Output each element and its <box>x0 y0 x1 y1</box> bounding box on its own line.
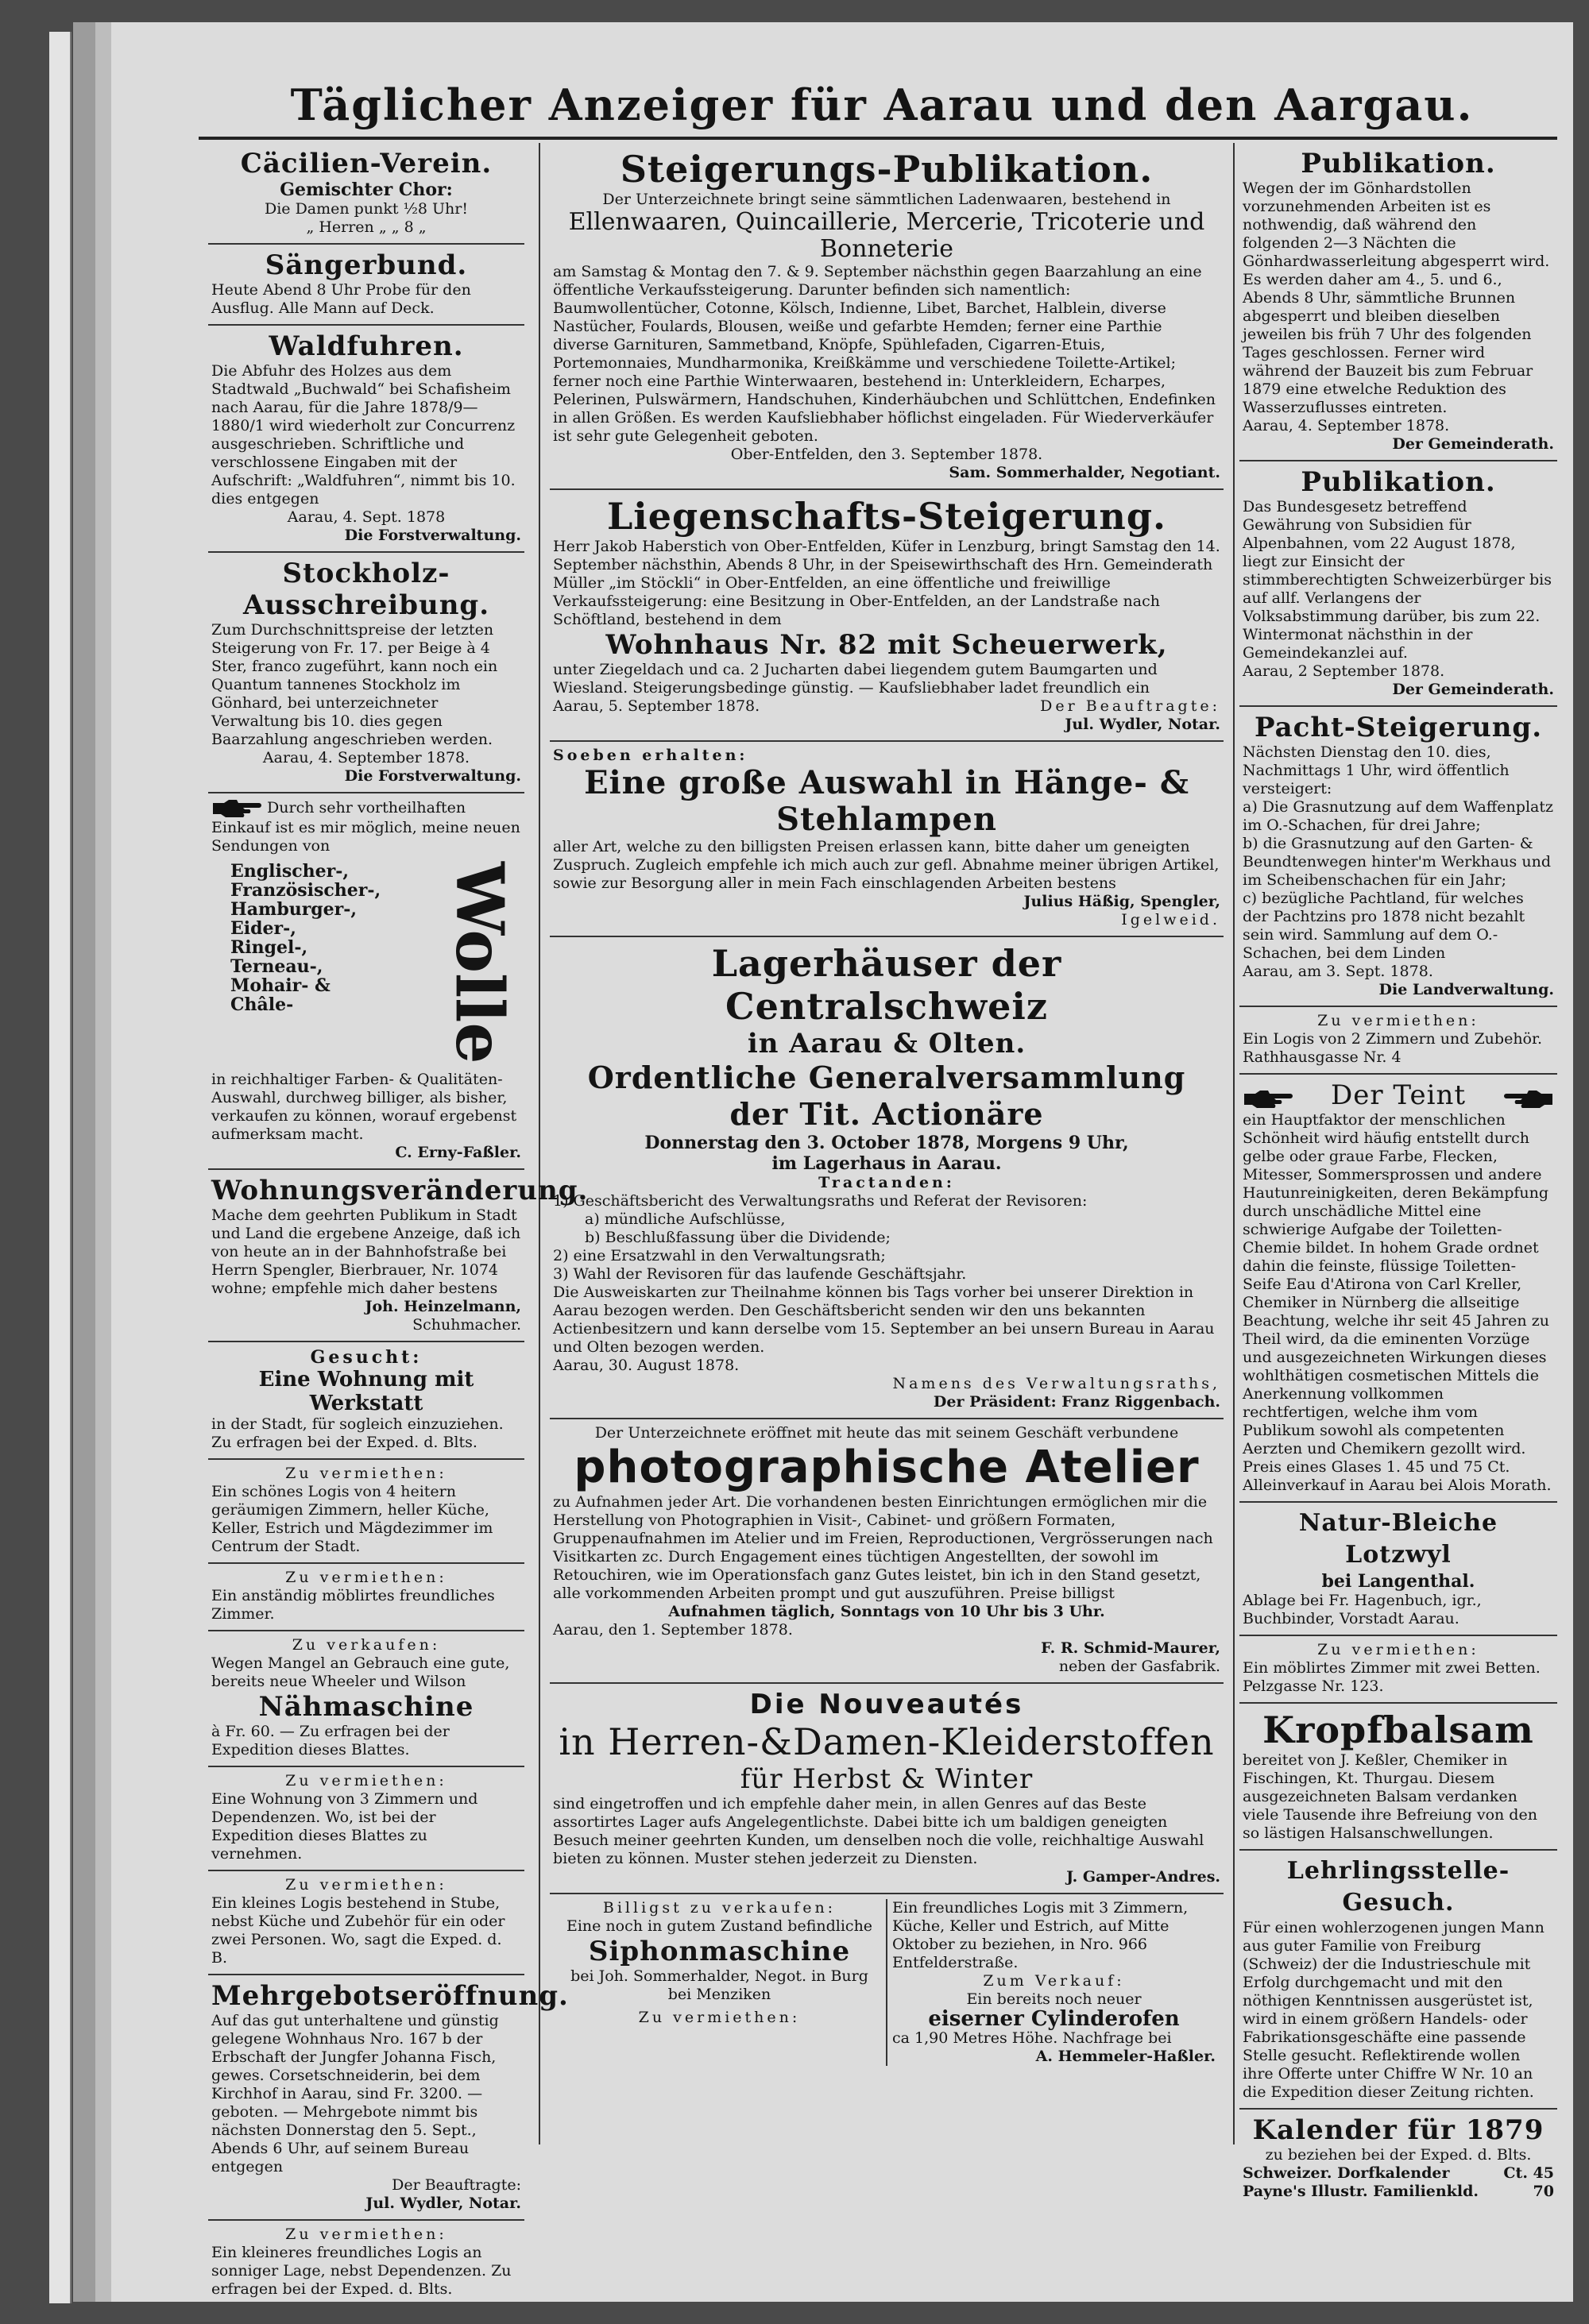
ad-text: Ablage bei Fr. Hagenbuch, igr., Buchbinder, Vorstadt Aarau. <box>1243 1592 1482 1627</box>
column-rule-2 <box>1233 143 1235 2144</box>
ad-text: Eine Wohnung von 3 Zimmern und Dependenzen. Wo, ist bei der Expedition dieses Blattes zu vernehmen. <box>211 1789 478 1863</box>
ad-title: Soeben erhalten: <box>553 747 748 764</box>
ad-date: Aarau, 30. August 1878. <box>553 1357 740 1374</box>
ad-text: bei Joh. Sommerhalder, Negot. in Burg bei Menziken <box>570 1967 868 2003</box>
ad-text: am Samstag & Montag den 7. & 9. September nächsthin gegen Baarzahlung an eine öffentliche Verkaufssteigerung. Darunter befinden sich namentlich: Baumwollentücher, Cotonne, Kölsch, Indienne, Libet, Barchet, Halblein, diverse Nastücher, Foulards, Blousen, weiße und gefarbte Hemden; ferner eine Parthie diverse Garnituren, Sammetband, Knöpfe, Spühlefaden, Cigarren-Etuis, Portemonnaies, Mundharmonika, Kreißkämme und verschiedene Toilette-Artikel; ferner noch eine Parthie Winterwaaren, bestehend in: Unterkleidern, Echarpes, Pelerinen, Pulswärmern, Handschuhen, Kinderhäubchen und Schlüttchen, Endefinken in allen Größen. Es werden Kaufsliebhaber höflichst eingeladen. Für Wiederverkäufer ist sehr gute Gelegenheit geboten. <box>553 263 1216 445</box>
masthead-rule <box>199 137 1557 140</box>
ad-text: unter Ziegeldach und ca. 2 Jucharten dabei liegendem gutem Baumgarten und Wiesland. Steigerungsbedinge günstig. — Kaufsliebhaber ladet freundlich ein <box>553 661 1158 697</box>
wool-item: Eider-, <box>230 918 296 939</box>
ad-signature: Der Präsident: Franz Riggenbach. <box>933 1393 1220 1411</box>
ad-publikation-2 <box>1239 461 1557 707</box>
ad-bleiche <box>1239 1503 1557 1636</box>
ad-title: Zu verkaufen: <box>292 1635 441 1654</box>
ad-text: ca 1,90 Metres Höhe. Nachfrage bei <box>892 2029 1172 2047</box>
ad-title: Pacht-Steigerung. <box>1254 712 1543 743</box>
ad-mehrgebot <box>208 1975 569 2221</box>
ad-list-item: a) Die Grasnutzung auf dem Waffenplatz im O.-Schachen, für drei Jahre; <box>1243 798 1554 834</box>
ad-signature: Die Landverwaltung. <box>1378 981 1554 998</box>
ad-subtitle: für Herbst & Winter <box>740 1763 1034 1795</box>
ad-vermiethen-7 <box>1239 1007 1557 1075</box>
ad-wohnungsveraenderung <box>208 1170 589 1342</box>
ad-text: zu Aufnahmen jeder Art. Die vorhandenen besten Einrichtungen ermöglichen mir die Herstellung von Photographien in Visit-, Cabinet- und größern Formaten, Gruppenaufnahmen im Atelier und im Freien, Reproductionen, Vergrösserungen nach Visitkarten zc. Durch Engagement eines tüchtigen Angestellten, der sowohl im Retouchiren, wie im Operationsfach ganz Gutes leistet, bin ich in den Stand gesetzt, alle vorkommenden Arbeiten prompt und gut auszuführen. Preise billigst <box>553 1493 1213 1602</box>
wool-item: Mohair- & <box>230 975 331 996</box>
ad-text: Ein Logis von 2 Zimmern und Zubehör. Rathhausgasse Nr. 4 <box>1243 1030 1543 1066</box>
ad-list-item: a) mündliche Aufschlüsse, <box>585 1210 786 1228</box>
ad-signature-line: neben der Gasfabrik. <box>1058 1658 1220 1675</box>
ad-text: Die Abfuhr des Holzes aus dem Stadtwald „Buchwald“ bei Schafisheim nach Aarau, für die Jahre 1878/9—1880/1 wird wiederholt zur Concurrenz ausgeschrieben. Schriftliche und verschlossene Eingaben mit der Aufschrift: „Waldfuhren“, nimmt bis 10. dies entgegen <box>211 362 516 508</box>
ad-list-item: 1) Geschäftsbericht des Verwaltungsraths und Referat der Revisoren: <box>553 1192 1088 1210</box>
ad-subtitle: bei Langenthal. <box>1321 1571 1475 1592</box>
pointing-hand-icon <box>1243 1085 1293 1106</box>
ad-title: Natur-Bleiche Lotzwyl <box>1298 1509 1498 1569</box>
ad-gesucht <box>208 1342 524 1460</box>
ad-headline: Ellenwaaren, Quincaillerie, Mercerie, Tricoterie und Bonneterie <box>568 208 1205 263</box>
ad-where: im Lagerhaus in Aarau. <box>771 1153 1002 1174</box>
ad-text: Nächsten Dienstag den 10. dies, Nachmittags 1 Uhr, wird öffentlich versteigert: <box>1243 743 1510 797</box>
ad-signature: Joh. Heinzelmann, <box>365 1297 521 1315</box>
price-row <box>1243 2183 1554 2201</box>
ad-vermiethen-5 <box>208 2221 524 2305</box>
ad-line: „ Herren „ „ 8 „ <box>306 218 427 236</box>
ad-text: in reichhaltiger Farben- & Qualitäten-Auswahl, durchweg billiger, als bisher, verkaufen zu können, worauf ergebenst aufmerksam macht. <box>211 1070 517 1143</box>
ad-title: Der Teint <box>1330 1079 1467 1111</box>
ad-vermiethen-1 <box>208 1460 524 1564</box>
ad-date: Aarau, 5. September 1878. <box>553 697 760 715</box>
ad-subtitle: Gemischter Chor: <box>280 180 453 200</box>
masthead: Täglicher Anzeiger für Aarau und den Aargau. <box>290 79 1474 130</box>
ad-saengerbund <box>208 245 524 326</box>
price-value: Ct. 45 <box>1503 2164 1554 2182</box>
ad-text: Der Unterzeichnete bringt seine sämmtlichen Ladenwaaren, bestehend in <box>602 191 1171 208</box>
ad-list-item: b) die Grasnutzung auf den Garten- & Beundtenwegen hinter'm Werkhaus und im Scheibenschachen für ein Jahr; <box>1243 835 1551 889</box>
ad-subtitle: zu beziehen bei der Exped. d. Blts. <box>1265 2146 1532 2164</box>
ad-lampen <box>550 742 1224 937</box>
wool-item: Französischer-, <box>230 880 381 901</box>
ad-when: Donnerstag den 3. October 1878, Morgens 9 Uhr, <box>644 1133 1129 1153</box>
ad-teint <box>1239 1075 1557 1503</box>
ad-signature: Die Forstverwaltung. <box>344 527 521 544</box>
ad-vermiethen-8 <box>1239 1636 1557 1704</box>
ad-text: sind eingetroffen und ich empfehle daher mein, in allen Genres auf das Beste assortirtes Lager aufs Angelegentlichste. Dabei bitte ich um baldigen geneigten Besuch meiner geehrten Kunden, um denselben noch die volle, reichhaltige Auswahl bieten zu können. Muster stehen jederzeit zu Diensten. <box>553 1795 1204 1867</box>
ad-line: Die Damen punkt ½8 Uhr! <box>264 200 469 218</box>
ad-headline: Eine große Auswahl in Hänge- & Stehlampen <box>584 764 1189 838</box>
wool-word: Wolle <box>441 862 517 1064</box>
ad-list-item: b) Beschlußfassung über die Dividende; <box>585 1229 891 1246</box>
ad-signature: F. R. Schmid-Maurer, <box>1041 1639 1220 1657</box>
wool-item: Englischer-, <box>230 861 350 882</box>
ad-date: Aarau, 2 September 1878. <box>1243 662 1445 680</box>
ad-title: Zu vermiethen: <box>1317 1012 1479 1029</box>
ad-title: Lagerhäuser der Centralschweiz <box>711 942 1062 1028</box>
ad-title: Lehrlingsstelle-Gesuch. <box>1286 1857 1510 1917</box>
ad-title: Die Nouveautés <box>749 1689 1024 1720</box>
ad-hours: Aufnahmen täglich, Sonntags von 10 Uhr bis 3 Uhr. <box>668 1603 1105 1620</box>
ad-text: Herr Jakob Haberstich von Ober-Entfelden, Küfer in Lenzburg, bringt Samstag den 14. September nächsthin, Abends 8 Uhr, in der Speisewirthschaft des Hrn. Gemeinderath Müller „im Stöckli“ in Ober-Entfelden, an eine öffentliche und freiwillige Verkaufssteigerung: eine Besitzung in Ober-Entfelden, an der Landstraße nach Schöftland, bestehend in dem <box>553 538 1220 628</box>
column-left <box>208 143 589 2298</box>
ad-title: Liegenschafts-Steigerung. <box>606 495 1167 538</box>
ad-pacht <box>1239 707 1557 1007</box>
ad-text: in der Stadt, für sogleich einzuziehen. Zu erfragen bei der Exped. d. Blts. <box>211 1415 504 1451</box>
ad-text: ein Hauptfaktor der menschlichen Schönheit wird häufig entstellt durch gelbe oder graue Farbe, Flecken, Mitesser, Sommersprossen und andere Hautunreinigkeiten, deren Bekämpfung durch unschädliche Mittel eine schwierige Aufgabe der Toiletten-Chemie bildet. In hohem Grade ordnet dahin die feinste, flüssige Toiletten-Seife Eau d'Atirona von Carl Kreller, Chemiker in Nürnberg die allseitige Beachtung, welche ihr seit 45 Jahren zu Theil wird, da die eminenten Vorzüge und ausgezeichneten Wirkungen dieses wohlthätigen cosmetischen Mittels die Anerkennung vollkommen rechtfertigen, welche ihm vom Publikum sowohl als competenten Aerzten und Chemikern gezollt wird. Preis eines Glases 1. 45 und 75 Ct. Alleinverkauf in Aarau bei Alois Morath. <box>1243 1111 1552 1494</box>
ad-signature-line: Der Beauftragte: <box>392 2175 521 2194</box>
wool-item: Ringel-, <box>230 937 308 958</box>
ad-signature-line: Der Beauftragte: <box>1040 697 1220 715</box>
price-row <box>1243 2164 1554 2183</box>
ad-signature: Jul. Wydler, Notar. <box>365 2194 521 2212</box>
ad-naehmaschine <box>208 1631 524 1767</box>
ad-text: Das Bundesgesetz betreffend Gewährung von Subsidien für Alpenbahnen, vom 22 August 1878, liegt zur Einsicht der stimmberechtigten Schweizerbürger bis auf allf. Verlangens der Volksabstimmung darüber, bis zum 22. Wintermonat nächsthin in der Gemeindekanzlei auf. <box>1243 498 1552 662</box>
ad-text: Die Ausweiskarten zur Theilnahme können bis Tags vorher bei unserer Direktion in Aarau bezogen werden. Den Geschäftsbericht senden wir den uns bekannten Actienbesitzern und kann derselbe vom 15. September an bei unsern Bureau in Aarau und Olten bezogen werden. <box>553 1284 1215 1356</box>
ad-title: Cäcilien-Verein. <box>240 148 493 180</box>
ad-text: Ein kleineres freundliches Logis an sonniger Lage, nebst Dependenzen. Zu erfragen bei der Exped. d. Blts. <box>211 2243 512 2298</box>
ad-vermiethen-ofen <box>886 1899 1220 2066</box>
ad-kropfbalsam <box>1239 1704 1557 1851</box>
ad-date: Aarau, den 1. September 1878. <box>553 1621 793 1639</box>
price-name: Payne's Illustr. Familienkld. <box>1243 2183 1479 2200</box>
ad-text: Auf das gut unterhaltene und günstig gelegene Wohnhaus Nro. 167 b der Erbschaft der Jungfer Johanna Fisch, gewes. Corsetschneiderin, bei dem Kirchhof in Aarau, sind Fr. 3200. — geboten. — Mehrgebote nimmt bis nächsten Donnerstag den 5. Sept., Abends 6 Uhr, auf seinem Bureau entgegen <box>211 2011 499 2175</box>
ad-list-item: 3) Wahl der Revisoren für das laufende Geschäftsjahr. <box>553 1265 967 1283</box>
ad-signature: J. Gamper-Andres. <box>1066 1868 1220 1886</box>
pointing-hand-icon <box>1503 1085 1554 1106</box>
ad-headline: Siphonmaschine <box>588 1936 851 1967</box>
ad-tractanden-title: Tractanden: <box>818 1174 955 1191</box>
ad-headline: Nähmaschine <box>258 1690 474 1723</box>
ad-stockholz <box>208 553 524 793</box>
ad-liegenschaft <box>550 490 1224 742</box>
ad-caecilien <box>208 143 524 245</box>
ad-list-item: 2) eine Ersatzwahl in den Verwaltungsrath; <box>553 1247 886 1264</box>
ad-title: Publikation. <box>1301 148 1496 180</box>
ad-title: Zu vermiethen: <box>285 1464 447 1482</box>
ad-subtitle: Eine Wohnung mit Werkstatt <box>258 1367 474 1415</box>
ad-vermiethen-3 <box>208 1767 524 1871</box>
ad-text: Für einen wohlerzogenen jungen Mann aus guter Familie von Freiburg (Schweiz) der die Industrieschule mit Erfolg durchgemacht und mit den nöthigen Kenntnissen ausgerüstet ist, wird in einem größern Handels- oder Fabrikationsgeschäfte eine passende Stelle gesucht. Reflektirende wollen ihre Offerte unter Chiffre W Nr. 10 an die Expedition dieser Zeitung richten. <box>1243 1919 1545 2101</box>
ad-title: Kalender für 1879 <box>1252 2114 1545 2146</box>
ad-title: Kropfbalsam <box>1262 1708 1534 1751</box>
ad-vermiethen-2 <box>208 1564 524 1631</box>
ad-title: Zu vermiethen: <box>285 1875 447 1894</box>
column-rule-1 <box>539 143 540 2144</box>
ad-date: Ober-Entfelden, den 3. September 1878. <box>730 446 1043 463</box>
ad-text: Ein bereits noch neuer <box>966 1990 1142 2008</box>
ad-text: Mache dem geehrten Publikum in Stadt und Land die ergebene Anzeige, daß ich von heute an in der Bahnhofstraße bei Herrn Spengler, Bierbrauer, Nr. 1074 wohne; empfehle mich daher bestens <box>211 1206 521 1297</box>
ad-text: Ein möblirtes Zimmer mit zwei Betten. Pelzgasse Nr. 123. <box>1243 1659 1541 1695</box>
ad-vermiethen-4 <box>208 1871 524 1975</box>
ad-title: Publikation. <box>1301 466 1496 498</box>
ad-text: Durch sehr vortheilhaften Einkauf ist es mir möglich, meine neuen Sendungen von <box>211 799 520 855</box>
ad-signature: A. Hemmeler-Haßler. <box>1035 2048 1216 2065</box>
wool-list <box>211 862 381 1064</box>
pointing-hand-icon <box>211 798 262 819</box>
ad-subtitle: in Aarau & Olten. <box>747 1028 1026 1060</box>
wool-item: Terneau-, <box>230 956 323 977</box>
page-edge <box>49 32 72 2303</box>
ad-steigerung <box>550 143 1224 490</box>
ad-text: Zum Durchschnittspreise der letzten Steigerung von Fr. 17. per Beige à 4 Ster, franco zugeführt, kann noch ein Quantum tannenes Stockholz im Gönhard, bei unterzeichneter Verwaltung bis 10. dies gegen Baarzahlung angeschrieben werden. <box>211 621 498 748</box>
price-value: 70 <box>1533 2183 1554 2200</box>
ad-waldfuhren <box>208 326 524 553</box>
ad-headline: eiserner Cylinderofen <box>928 2007 1180 2031</box>
ad-title: Sängerbund. <box>265 249 468 281</box>
ad-headline: in Herren-&Damen-Kleiderstoffen <box>559 1720 1215 1763</box>
ad-kalender <box>1239 2110 1557 2207</box>
ad-text: Ein schönes Logis von 4 heitern geräumigen Zimmern, heller Küche, Keller, Estrich und Mägdezimmer im Centrum der Stadt. <box>211 1482 493 1555</box>
ad-date: Aarau, 4. September 1878. <box>1243 417 1450 434</box>
ad-siphon <box>553 1899 886 2066</box>
ad-signature: Sam. Sommerhalder, Negotiant. <box>949 464 1220 481</box>
ad-title: Zu vermiethen: <box>285 1771 447 1789</box>
ad-title: Gesucht: <box>310 1346 423 1368</box>
ad-lehrling <box>1239 1851 1557 2110</box>
ad-text: Der Unterzeichnete eröffnet mit heute das mit seinem Geschäft verbundene <box>594 1424 1179 1442</box>
ad-text: Wegen Mangel an Gebrauch eine gute, bereits neue Wheeler und Wilson <box>211 1654 510 1690</box>
ad-text: Eine noch in gutem Zustand befindliche <box>566 1917 873 1935</box>
column-right <box>1239 143 1557 2200</box>
ad-text: Ein anständig möblirtes freundliches Zimmer. <box>211 1586 495 1623</box>
price-name: Schweizer. Dorfkalender <box>1243 2164 1450 2182</box>
ad-title: Zu vermiethen: <box>638 2009 801 2026</box>
ad-title: Billigst zu verkaufen: <box>602 1899 837 1917</box>
ad-signature-line: Schuhmacher. <box>412 1315 521 1334</box>
ad-text: bereitet von J. Keßler, Chemiker in Fischingen, Kt. Thurgau. Diesem ausgezeichneten Balsam verdanken viele Tausende ihre Befreiung von den so lästigen Halsanschwellungen. <box>1243 1751 1537 1842</box>
ad-date: Aarau, 4. Sept. 1878 <box>287 508 446 526</box>
ad-signature: C. Erny-Faßler. <box>395 1143 521 1161</box>
ad-title: Mehrgebotseröffnung. <box>211 1979 569 2012</box>
ad-signature: Julius Häßig, Spengler, <box>1023 893 1220 910</box>
ad-title: Zum Verkauf: <box>983 1972 1125 1990</box>
ad-headline: photographische Atelier <box>574 1442 1200 1493</box>
ad-text: Wegen der im Gönhardstollen vorzunehmenden Arbeiten ist es nothwendig, daß während den folgenden 2—3 Nächten die Gönhardwasserleitung abgesperrt wird. Es werden daher am 4., 5. und 6., Abends 8 Uhr, sämmtliche Brunnen abgesperrt und bleiben dieselben jeweilen bis früh 7 Uhr des folgenden Tages geschlossen. Ferner wird während der Bauzeit bis zum Februar 1879 eine etwelche Reduktion des Wasserzuflusses eintreten. <box>1243 180 1550 416</box>
ad-signature-line: Namens des Verwaltungsraths, <box>892 1375 1220 1392</box>
ad-lagerhaeuser <box>550 937 1224 1419</box>
ad-title: Zu vermiethen: <box>1317 1641 1479 1658</box>
ad-text: Ein kleines Logis bestehend in Stube, nebst Küche und Zubehör für ein oder zwei Personen. Wo, sagt die Exped. d. B. <box>211 1894 505 1967</box>
ad-date: Aarau, 4. September 1878. <box>262 749 470 766</box>
ad-title: Zu vermiethen: <box>285 2225 447 2243</box>
ad-nouveautes <box>550 1684 1224 1894</box>
ad-text: Heute Abend 8 Uhr Probe für den Ausflug. Alle Mann auf Deck. <box>211 281 471 317</box>
ad-signature: Jul. Wydler, Notar. <box>1065 716 1220 733</box>
wool-item: Châle- <box>230 994 294 1015</box>
ad-signature: Der Gemeinderath. <box>1392 681 1554 698</box>
ad-bottom-row <box>550 1894 1224 2072</box>
ad-text: aller Art, welche zu den billigsten Preisen erlassen kann, bitte daher um geneigten Zuspruch. Zugleich empfehle ich mich auch zur gefl. Abnahme meiner übrigen Artikel, sowie zur Besorgung aller in mein Fach einschlagenden Arbeiten bestens <box>553 838 1220 892</box>
ad-headline: Wohnhaus Nr. 82 mit Scheuerwerk, <box>605 629 1168 661</box>
wool-item: Hamburger-, <box>230 899 358 920</box>
ad-text: à Fr. 60. — Zu erfragen bei der Expedition dieses Blattes. <box>211 1722 450 1758</box>
ad-headline: Ordentliche Generalversammlung der Tit. Actionäre <box>587 1060 1186 1132</box>
ad-wolle <box>208 793 524 1170</box>
ad-signature-line: Igelweid. <box>1121 911 1220 928</box>
ad-text: Ein freundliches Logis mit 3 Zimmern, Küche, Keller und Estrich, auf Mitte Oktober zu beziehen, in Nro. 966 Entfelderstraße. <box>892 1899 1189 1971</box>
ad-signature: Die Forstverwaltung. <box>344 767 521 785</box>
ad-title: Steigerungs-Publikation. <box>620 148 1154 191</box>
ad-signature: Der Gemeinderath. <box>1392 435 1554 453</box>
ad-photo-atelier <box>550 1419 1224 1684</box>
ad-date: Aarau, am 3. Sept. 1878. <box>1243 963 1433 980</box>
column-middle <box>550 143 1224 2137</box>
ad-title: Waldfuhren. <box>269 330 464 362</box>
ad-title: Stockholz-Ausschreibung. <box>242 558 490 621</box>
ad-publikation-1 <box>1239 143 1557 461</box>
ad-title: Wohnungsveränderung. <box>211 1174 589 1206</box>
ad-title: Zu vermiethen: <box>285 1568 447 1586</box>
ad-list-item: c) bezügliche Pachtland, für welches der Pachtzins pro 1878 nicht bezahlt sein wird. Sammlung auf dem O.-Schachen, bei dem Linden <box>1243 890 1525 962</box>
